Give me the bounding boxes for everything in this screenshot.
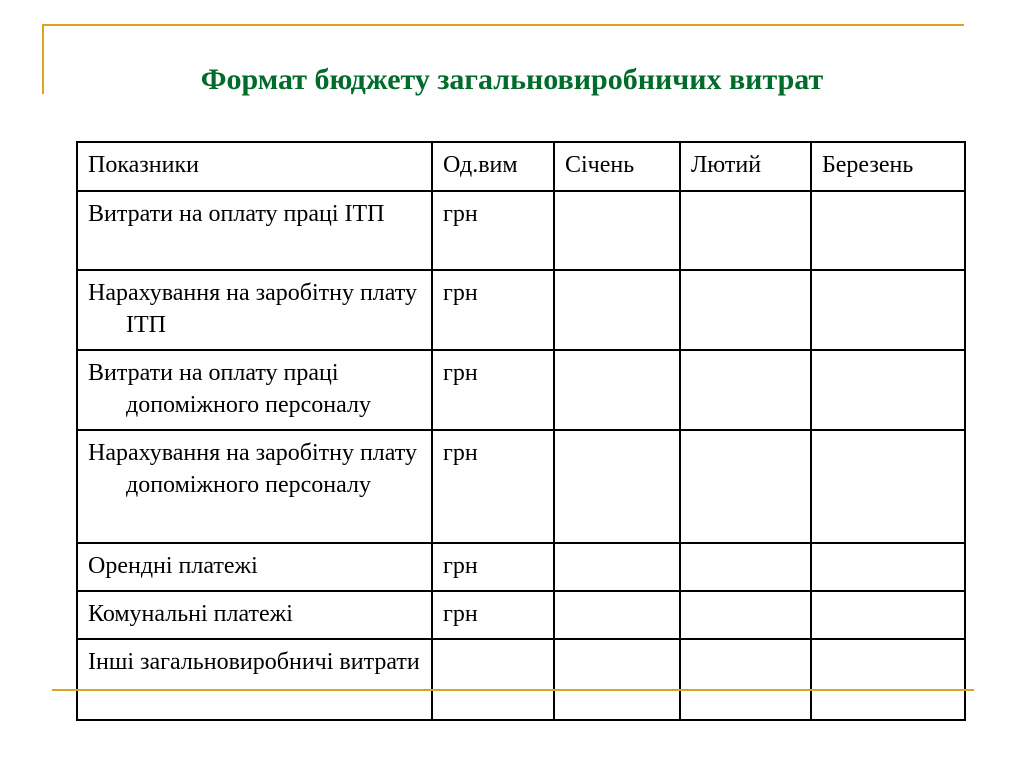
table-row xyxy=(77,591,965,639)
header-march: Березень xyxy=(811,142,965,191)
indicator-cell: Витрати на оплату праці ІТП xyxy=(77,191,432,270)
january-cell xyxy=(554,191,680,270)
table-row xyxy=(77,270,965,350)
unit-cell xyxy=(432,639,554,720)
february-cell xyxy=(680,350,811,430)
march-cell xyxy=(811,639,965,720)
unit-cell: грн xyxy=(432,430,554,543)
january-cell xyxy=(554,639,680,720)
indicator-cell: Інші загальновиробничі витрати xyxy=(77,639,432,720)
table-row xyxy=(77,350,965,430)
table-row xyxy=(77,430,965,543)
unit-cell: грн xyxy=(432,350,554,430)
february-cell xyxy=(680,191,811,270)
march-cell xyxy=(811,591,965,639)
january-cell xyxy=(554,350,680,430)
march-cell xyxy=(811,543,965,591)
accent-line-top xyxy=(42,24,964,26)
unit-cell: грн xyxy=(432,270,554,350)
march-cell xyxy=(811,270,965,350)
february-cell xyxy=(680,270,811,350)
march-cell xyxy=(811,350,965,430)
january-cell xyxy=(554,543,680,591)
header-unit: Од.вим xyxy=(432,142,554,191)
january-cell xyxy=(554,270,680,350)
header-february: Лютий xyxy=(680,142,811,191)
unit-cell: грн xyxy=(432,591,554,639)
january-cell xyxy=(554,591,680,639)
table-header-row xyxy=(77,142,965,191)
header-january: Січень xyxy=(554,142,680,191)
february-cell xyxy=(680,591,811,639)
indicator-cell: Витрати на оплату праці допоміжного персоналу xyxy=(77,350,432,430)
budget-table xyxy=(76,141,966,721)
table-row xyxy=(77,191,965,270)
table-row xyxy=(77,543,965,591)
indicator-cell: Комунальні платежі xyxy=(77,591,432,639)
february-cell xyxy=(680,430,811,543)
march-cell xyxy=(811,191,965,270)
header-indicators: Показники xyxy=(77,142,432,191)
table-row xyxy=(77,639,965,720)
slide-title: Формат бюджету загальновиробничих витрат xyxy=(200,63,824,96)
indicator-cell: Нарахування на заробітну плату допоміжного персоналу xyxy=(77,430,432,543)
indicator-cell: Орендні платежі xyxy=(77,543,432,591)
unit-cell: грн xyxy=(432,543,554,591)
january-cell xyxy=(554,430,680,543)
march-cell xyxy=(811,430,965,543)
unit-cell: грн xyxy=(432,191,554,270)
february-cell xyxy=(680,639,811,720)
february-cell xyxy=(680,543,811,591)
accent-line-bottom xyxy=(52,689,974,691)
indicator-cell: Нарахування на заробітну плату ІТП xyxy=(77,270,432,350)
